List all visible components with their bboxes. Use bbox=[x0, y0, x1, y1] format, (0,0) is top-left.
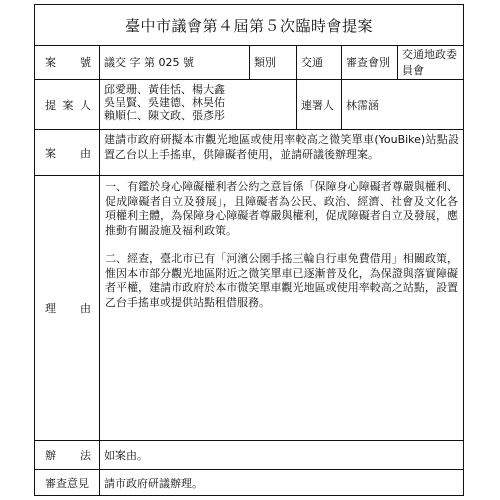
reason-text bbox=[100, 176, 463, 440]
proposer-label: 提 案 人 bbox=[35, 80, 100, 129]
proposer-row bbox=[35, 80, 463, 130]
review-text: 請市政府研議辦理。 bbox=[104, 477, 203, 490]
subject-text: 建請市政府研擬本市觀光地區或使用率較高之微笑單車(YouBike)站點設置乙台以上手搖車，供障礙者使用，並請研議後辦理案。 bbox=[104, 133, 459, 161]
document-title: 臺中市議會第４屆第５次臨時會提案 bbox=[35, 5, 463, 46]
cosigner-label: 連署人 bbox=[297, 80, 342, 129]
case-number-row bbox=[35, 45, 463, 80]
committee-label: 審查會別 bbox=[342, 45, 398, 79]
reason-paragraph: 二、經查，臺北市已有「河濱公園手搖三輪自行車免費借用」相關政策，惟因本市部分觀光地區附近之微笑單車已逐漸普及化，為保證與落實障礙者平權，建請市政府於本市微笑單車觀光地區或使用率較高之站點，設置乙台手搖車或提供站點租借服務。 bbox=[105, 252, 458, 309]
cosigner-value: 林霈涵 bbox=[346, 98, 379, 112]
reason-paragraph: 一、有鑑於身心障礙權利者公約之意旨係「保障身心障礙者尊嚴與權利、促成障礙者自立及發展」，且障礙者為公民、政治、經濟、社會及文化各項權利主體，為保障身心障礙者尊嚴與權利，促成障礙者自立及發展，應推動有關設施及福利政策。 bbox=[105, 180, 458, 237]
case-number-label: 案 號 bbox=[35, 45, 100, 79]
committee-value: 交通地政委員會 bbox=[402, 48, 457, 77]
review-label: 審查意見 bbox=[35, 470, 100, 496]
review-row bbox=[35, 470, 463, 496]
subject-row bbox=[35, 130, 463, 176]
subject-label: 案 由 bbox=[35, 130, 100, 175]
proposal-form bbox=[34, 4, 464, 496]
category-label: 類別 bbox=[250, 45, 297, 79]
method-row bbox=[35, 441, 463, 470]
method-text: 如案由。 bbox=[104, 449, 148, 462]
method-label: 辦 法 bbox=[35, 441, 100, 469]
proposer-line: 賴順仁、陳文政、張彥彤 bbox=[104, 109, 225, 122]
reason-label: 理 由 bbox=[35, 176, 100, 440]
proposer-line: 吳呈賢、吳建德、林昊佑 bbox=[104, 96, 225, 109]
reason-row bbox=[35, 176, 463, 441]
category-value: 交通 bbox=[297, 45, 342, 79]
proposer-names bbox=[100, 80, 297, 129]
proposer-line: 邱愛珊、黃佳恬、楊大鑫 bbox=[104, 83, 225, 96]
case-number-value: 議交 字 第 025 號 bbox=[100, 45, 250, 79]
